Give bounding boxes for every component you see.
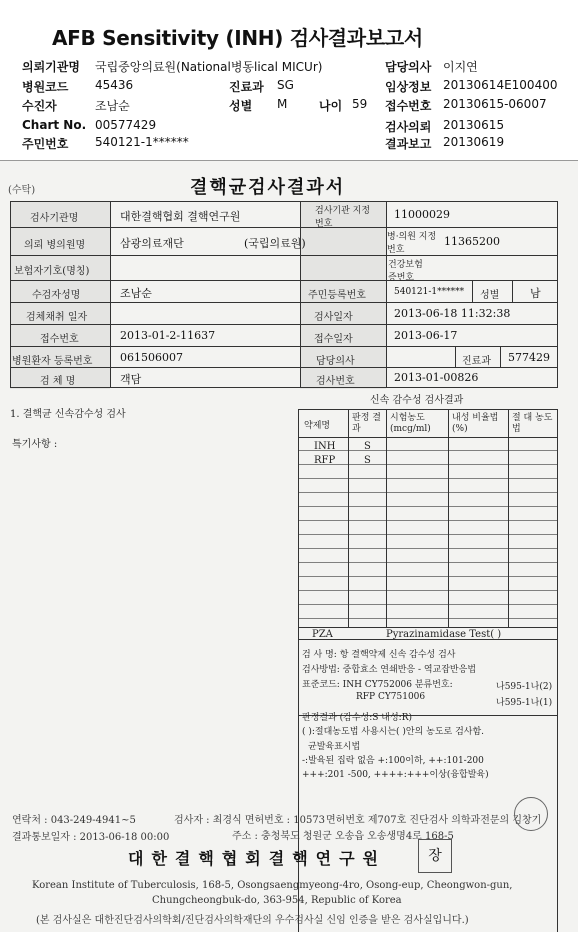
institute-stamp: 장 <box>418 839 452 873</box>
reported-label: 결과보고 <box>385 137 432 151</box>
grid-line <box>500 346 501 367</box>
specimen-label: 검 체 명 <box>40 376 76 387</box>
regno-label: 병원환자 등록번호 <box>12 356 93 367</box>
drug-inh: INH <box>314 441 336 452</box>
result-row-line <box>298 562 558 563</box>
grid-line <box>472 280 473 302</box>
form-title: 결핵균검사결과서 <box>190 177 346 198</box>
col-conc: 시험농도 (mcg/ml) <box>390 413 431 434</box>
req-hosp-label: 의뢰 병의원명 <box>24 240 86 251</box>
grid-line <box>298 437 558 438</box>
certification-seal <box>514 797 548 831</box>
method-name: 검 사 명: 항 결핵약제 신속 감수성 검사 <box>302 650 456 660</box>
sex-value: M <box>277 97 288 111</box>
grid-line <box>10 255 558 256</box>
col-result: 판정 결과 <box>352 413 381 434</box>
accept-date-label: 접수일자 <box>314 334 353 345</box>
legend-3: 균발육표시법 <box>308 742 361 752</box>
hosp-code-value: 11365200 <box>444 235 500 248</box>
result-row-line <box>298 576 558 577</box>
testdate-label: 검사일자 <box>314 312 353 323</box>
header-row-rrn <box>0 135 578 153</box>
method-code-2: RFP CY751006 <box>356 692 426 702</box>
result-row-line <box>298 618 558 619</box>
result-row-line <box>298 450 558 451</box>
grid-line <box>512 280 513 302</box>
name-value: 조남순 <box>120 287 152 300</box>
grid-line <box>10 201 11 387</box>
dept-value: SG <box>277 78 294 92</box>
rrn-value: 540121-1****** <box>95 135 189 149</box>
legend-1: 판정결과 (감수성:S 내성:R) <box>302 713 412 723</box>
doctor-label: 담당의사 <box>385 60 432 74</box>
regno-value: 061506007 <box>120 351 183 364</box>
grid-line <box>10 280 558 281</box>
consignment-mark: (수탁) <box>8 185 36 196</box>
clinical-value: 20130614E100400 <box>443 78 558 92</box>
result-row-line <box>298 492 558 493</box>
header-row-patient <box>0 97 578 115</box>
footer-inspector: 검사자 : 최경식 면허번호 : 10573 <box>174 815 326 826</box>
insurance-label: 보험자기호(명칭) <box>14 266 90 277</box>
footer-address: 주소 : 충청북도 청원군 오송읍 오송생명4로 168-5 <box>232 831 454 842</box>
grid-line <box>348 409 349 627</box>
grid-line <box>110 201 111 387</box>
receipt-label: 접수번호 <box>385 99 432 113</box>
legend-2: ( ):절대농도법 사용시는( )안의 농도로 검사함. <box>302 727 485 737</box>
code-label: 병원코드 <box>22 80 69 94</box>
report-title: AFB Sensitivity (INH) 검사결과보고서 <box>52 26 423 50</box>
result-row-line <box>298 604 558 605</box>
doctor-value: 이지연 <box>443 60 478 74</box>
grid-line <box>10 302 558 303</box>
grid-line <box>300 201 301 387</box>
grid-line <box>10 346 558 347</box>
result-row-line <box>298 506 558 507</box>
requested-label: 검사의뢰 <box>385 120 432 134</box>
clinical-label: 임상정보 <box>385 80 432 94</box>
grid-line <box>298 627 558 628</box>
grid-line <box>10 387 558 388</box>
test-no-value: 2013-01-00826 <box>394 371 479 384</box>
lab-code-label: 검사기관 지정번호 <box>315 206 371 229</box>
sex-form-value: 남 <box>530 287 541 300</box>
institute-en-1: Korean Institute of Tuberculosis, 168-5, Osongsaengmyeong-4ro, Osong-eup, Cheongwon-gun, <box>32 880 513 891</box>
certification-note: (본 검사실은 대한진단검사의학회/진단검사의학재단의 우수검사실 신임 인증을 받은 검사실입니다.) <box>36 915 469 926</box>
legend-5: +++:201 -500, ++++:+++이상(융합발육) <box>302 770 489 780</box>
grid-line <box>10 324 558 325</box>
code-value: 45436 <box>95 78 134 92</box>
test-item: 1. 결핵균 신속감수성 검사 <box>10 409 126 420</box>
patient-label: 수진자 <box>22 99 57 113</box>
grid-line <box>448 409 449 627</box>
grid-line <box>10 227 558 228</box>
requested-value: 20130615 <box>443 118 505 132</box>
result-rfp: S <box>364 455 371 466</box>
name-label: 수검자성명 <box>32 290 81 301</box>
grid-line <box>557 201 558 387</box>
method-class-2: 나595-1나(1) <box>496 698 553 708</box>
sex-form-label: 성별 <box>480 290 500 301</box>
header-row-chart <box>0 118 578 136</box>
remark-label: 특기사항 : <box>12 439 58 450</box>
result-inh: S <box>364 441 371 452</box>
org-label: 의뢰기관명 <box>22 60 80 74</box>
drug-rfp: RFP <box>314 455 336 466</box>
result-row-line <box>298 548 558 549</box>
dept-form-label: 진료과 <box>462 356 491 367</box>
institute-name-kr: 대한결핵협회결핵연구원 <box>128 849 387 868</box>
col-drug: 약제명 <box>304 421 331 431</box>
col-absolute: 절 대 농도법 <box>512 413 553 434</box>
accept-date-value: 2013-06-17 <box>394 329 458 342</box>
id-value: 540121-1****** <box>394 287 465 297</box>
result-row-line <box>298 534 558 535</box>
result-row-line <box>298 520 558 521</box>
age-label: 나이 <box>319 99 343 113</box>
method-class-1: 나595-1나(2) <box>496 682 553 692</box>
health-label: 건강보험 증번호 <box>388 260 423 283</box>
grid-line <box>10 367 558 368</box>
id-label: 주민등록번호 <box>308 290 366 301</box>
grid-line <box>508 409 509 627</box>
dept-label: 진료과 <box>229 80 264 94</box>
scanned-result-form <box>0 160 578 932</box>
lab-label: 검사기관명 <box>30 213 79 224</box>
org-value: 국립중앙의료원(National병동lical MICUr) <box>95 60 323 74</box>
result-row-line <box>298 464 558 465</box>
dept-form-value: 577429 <box>508 351 550 364</box>
patient-value: 조남순 <box>95 99 130 113</box>
footer-license: 면허번호 제707호 진단검사 의학과전문의 김창기 <box>326 815 542 826</box>
grid-line <box>557 409 558 932</box>
chart-label: Chart No. <box>22 118 87 132</box>
grid-line <box>455 346 456 367</box>
accept-value: 2013-01-2-11637 <box>120 329 216 342</box>
legend-4: -:발육된 집락 없음 +:100이하, ++:101-200 <box>302 756 484 766</box>
rrn-label: 주민번호 <box>22 137 69 151</box>
grid-line <box>386 409 387 627</box>
method-method: 검사방법: 중합효소 연쇄반응 - 역교잡반응법 <box>302 665 477 675</box>
result-row-line <box>298 590 558 591</box>
sex-label: 성별 <box>229 99 253 113</box>
result-caption: 신속 감수성 검사결과 <box>370 395 464 406</box>
method-code: 표준코드: INH CY752006 분류번호: <box>302 680 453 690</box>
receipt-value: 20130615-06007 <box>443 97 547 111</box>
pza-value: Pyrazinamidase Test( ) <box>386 629 502 640</box>
lab-value: 대한결핵협회 결핵연구원 <box>120 210 241 223</box>
grid-line <box>10 201 558 202</box>
req-hosp-value: 삼광의료재단 <box>120 237 184 250</box>
footer-contact: 연락처 : 043-249-4941~5 <box>12 815 136 826</box>
testdate-value: 2013-06-18 11:32:38 <box>394 307 511 320</box>
age-value: 59 <box>352 97 368 111</box>
req-hosp-note: (국립의료원) <box>244 237 306 250</box>
lab-code-value: 11000029 <box>394 208 450 221</box>
col-ratio: 내성 비율법(%) <box>452 413 499 434</box>
accept-label: 접수번호 <box>40 334 79 345</box>
reported-value: 20130619 <box>443 135 505 149</box>
collect-label: 검체채취 일자 <box>26 312 88 323</box>
pza-label: PZA <box>312 629 333 640</box>
result-row-line <box>298 478 558 479</box>
header-row-org <box>0 58 578 76</box>
test-no-label: 검사번호 <box>316 376 355 387</box>
hosp-code-label: 병·의원 지정번호 <box>387 232 437 255</box>
attending-label: 담당의사 <box>316 356 355 367</box>
institute-en-2: Chungcheongbuk-do, 363-954, Republic of Korea <box>152 895 402 906</box>
header-row-code <box>0 78 578 96</box>
grid-line <box>298 409 558 410</box>
specimen-value: 객담 <box>120 373 142 386</box>
footer-notice-date: 결과통보일자 : 2013-06-18 00:00 <box>12 832 170 843</box>
chart-value: 00577429 <box>95 118 157 132</box>
